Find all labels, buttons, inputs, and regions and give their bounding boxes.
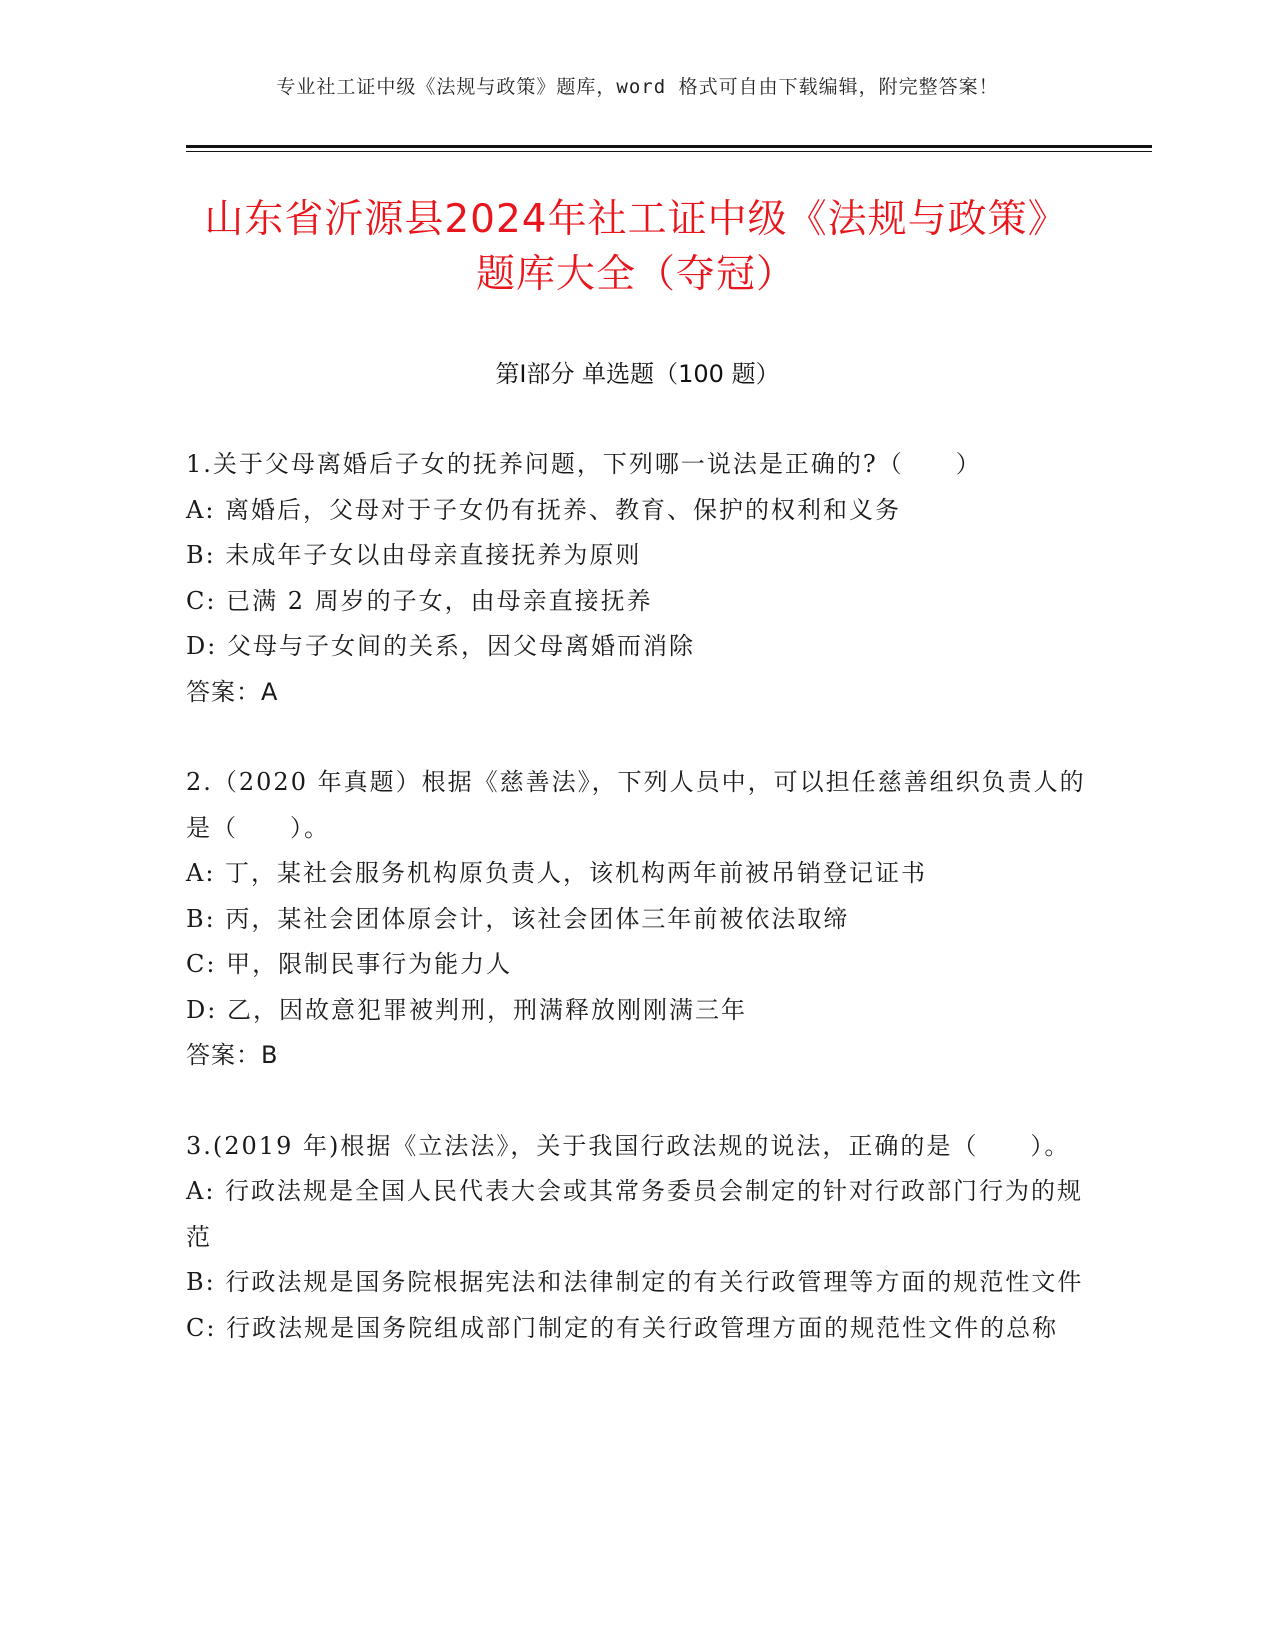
question-stem: 2.（2020 年真题）根据《慈善法》，下列人员中，可以担任慈善组织负责人的是（ ）。 [186,768,1086,842]
header-rule-thick [186,145,1152,148]
question-list [186,442,1086,1396]
question-2 [186,760,1086,1079]
section-heading: 第Ⅰ部分 单选题（100 题） [495,360,780,388]
option-b: B: 未成年子女以由母亲直接抚养为原则 [186,541,642,569]
option-c: C: 已满 2 周岁的子女，由母亲直接抚养 [186,586,653,615]
option-b: B: 行政法规是国务院根据宪法和法律制定的有关行政管理等方面的规范性文件 [186,1268,1084,1296]
question-1 [186,442,1086,715]
question-3 [186,1124,1086,1352]
option-a: A: 丁，某社会服务机构原负责人，该机构两年前被吊销登记证书 [186,859,928,887]
question-stem: 3.(2019 年)根据《立法法》，关于我国行政法规的说法，正确的是（ ）。 [186,1131,1071,1160]
answer: 答案：A [186,677,279,706]
option-b: B: 丙，某社会团体原会计，该社会团体三年前被依法取缔 [186,904,850,933]
option-d: D: 乙，因故意犯罪被判刑，刑满释放刚刚满三年 [186,995,747,1024]
answer: 答案：B [186,1041,279,1069]
header-rule-thin [186,151,1152,152]
option-d: D: 父母与子女间的关系，因父母离婚而消除 [186,632,695,660]
document-title: 山东省沂源县2024年社工证中级《法规与政策》题库大全（夺冠） [204,197,1068,297]
header-note: 专业社工证中级《法规与政策》题库，word 格式可自由下载编辑，附完整答案！ [276,76,999,98]
question-stem: 1.关于父母离婚后子女的抚养问题，下列哪一说法是正确的?（ ） [186,450,982,478]
option-a: A: 离婚后，父母对于子女仍有抚养、教育、保护的权利和义务 [186,495,902,524]
option-c: C: 行政法规是国务院组成部门制定的有关行政管理方面的规范性文件的总称 [186,1313,1059,1342]
option-c: C: 甲，限制民事行为能力人 [186,950,513,978]
option-a: A: 行政法规是全国人民代表大会或其常务委员会制定的针对行政部门行为的规范 [186,1177,1084,1251]
